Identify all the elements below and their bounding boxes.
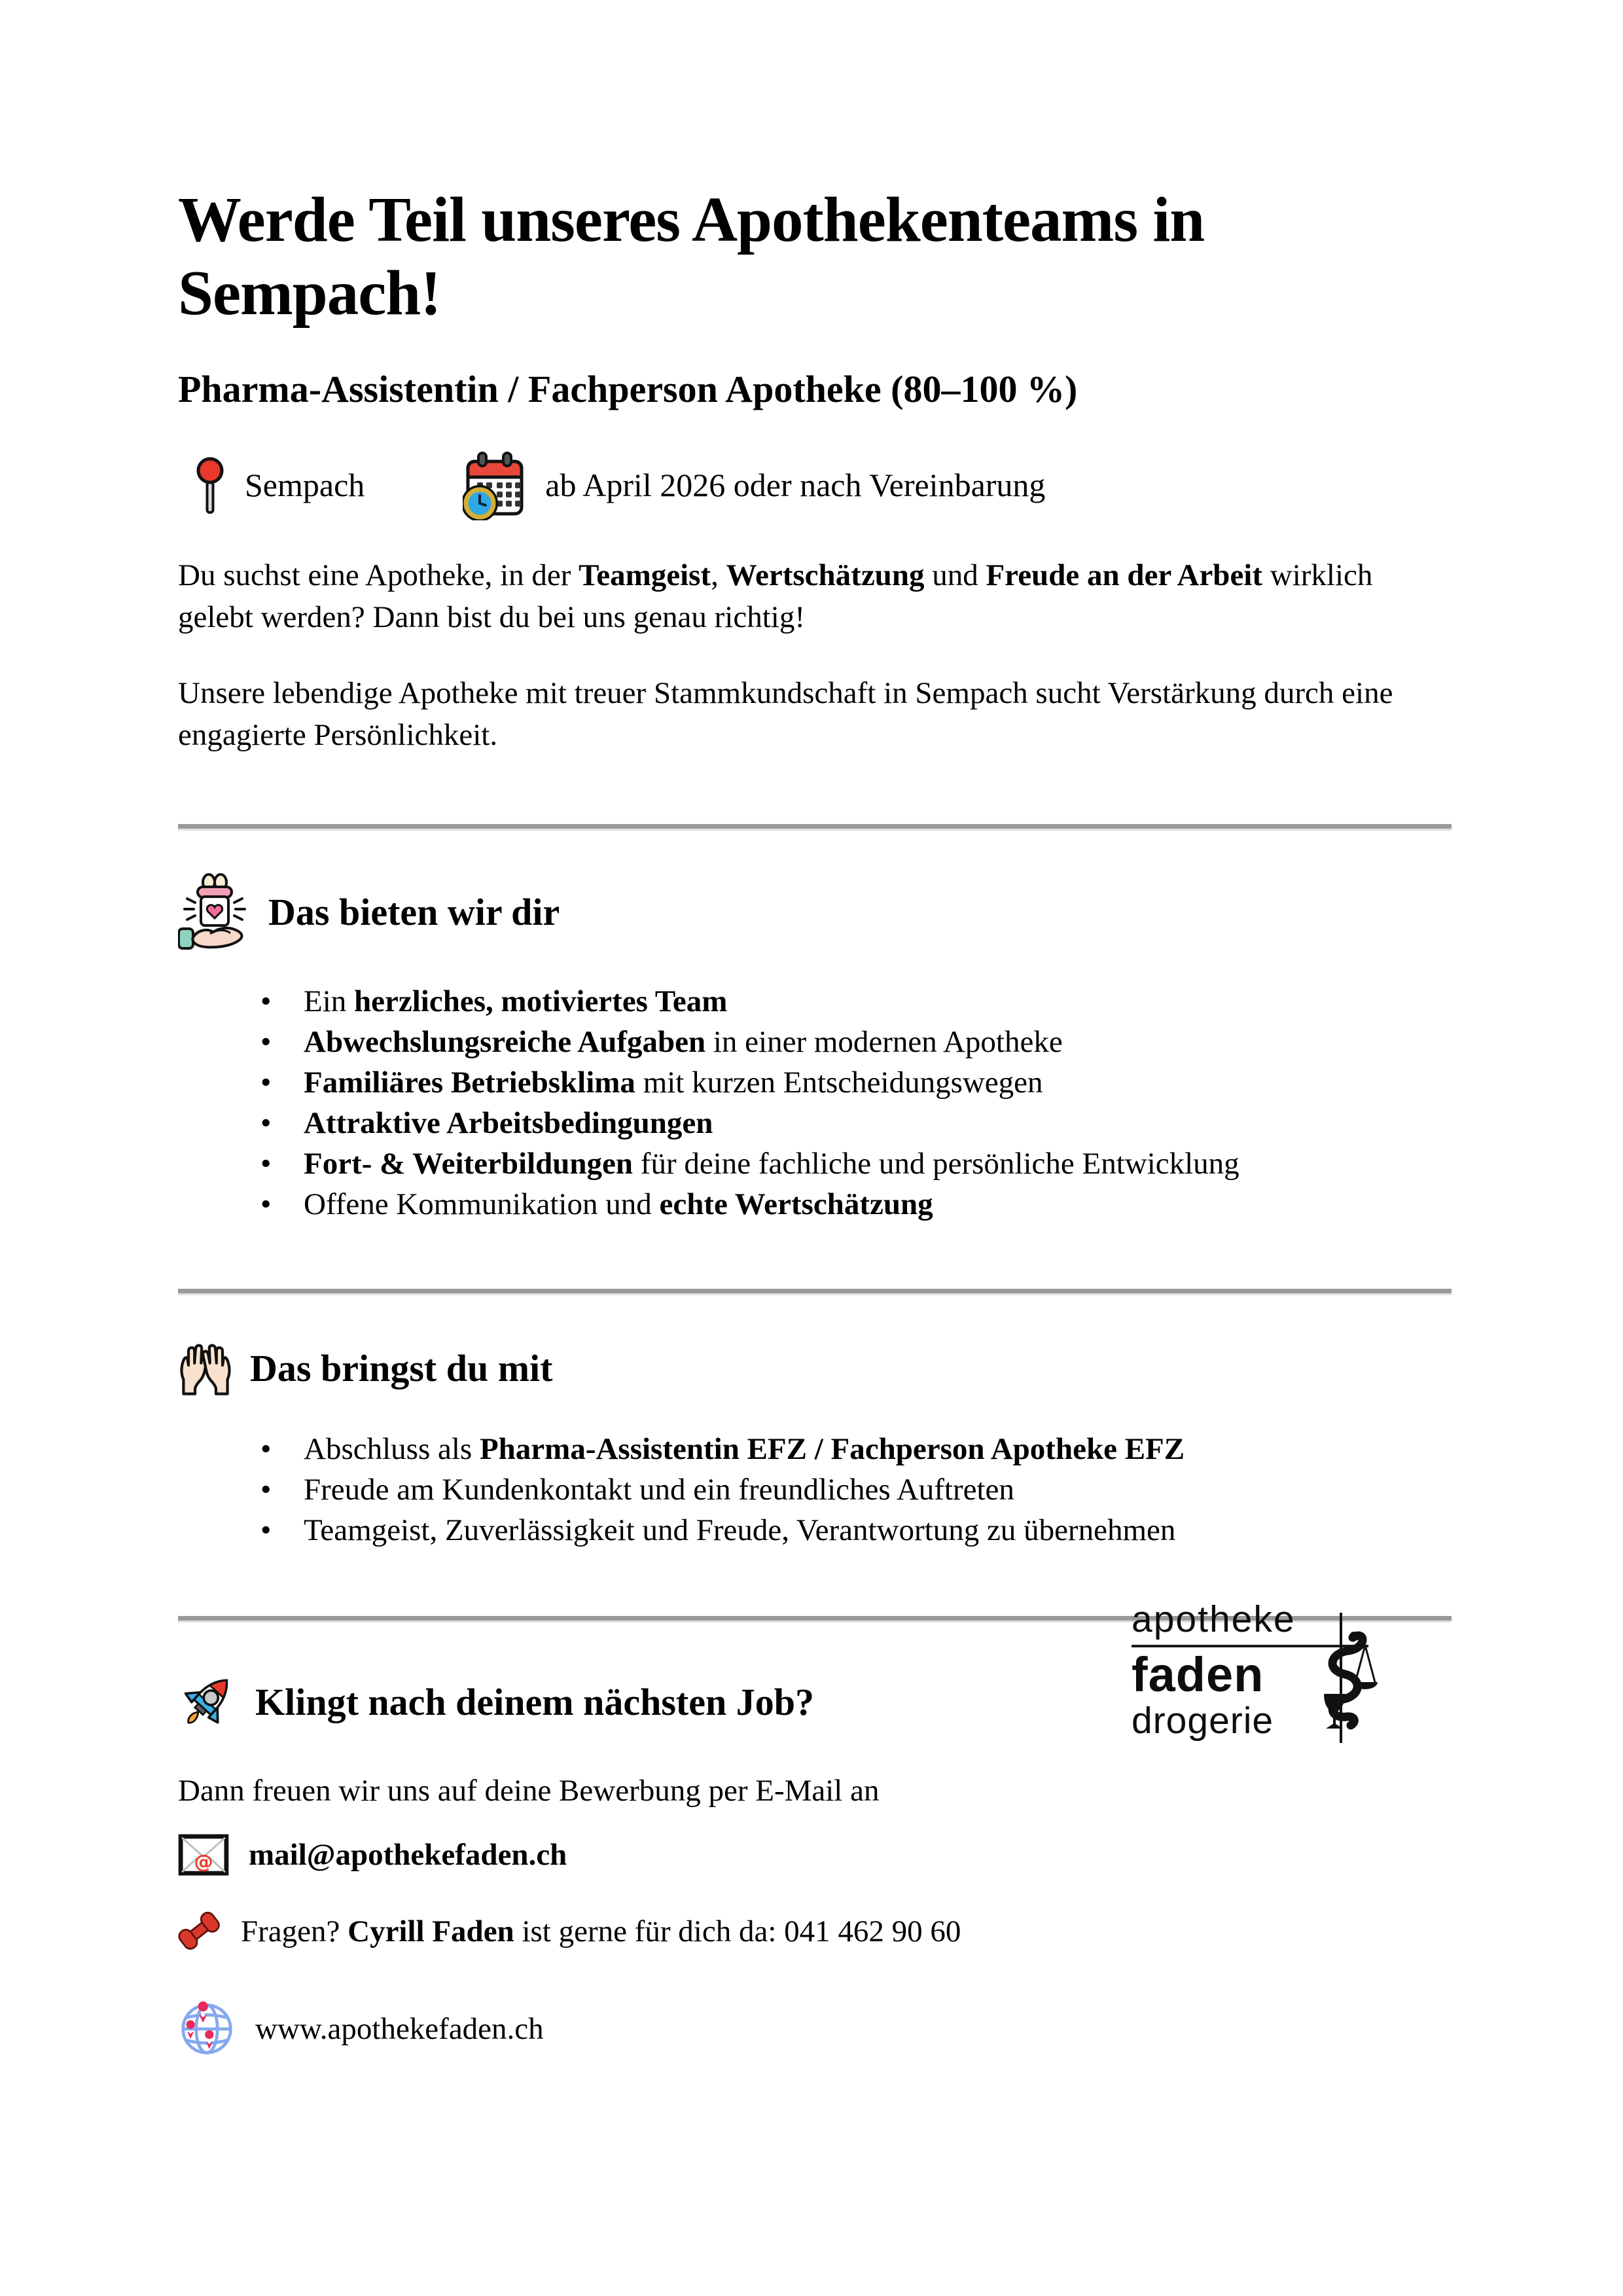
location-pin-icon: [195, 454, 225, 516]
logo-text-drogerie: drogerie: [1132, 1700, 1274, 1742]
apply-lead-text: Dann freuen wir uns auf deine Bewerbung per E-Mail an: [178, 1773, 880, 1808]
list-item: [257, 1184, 1452, 1225]
company-logo: [1132, 1599, 1419, 1740]
envelope-at-icon: [178, 1834, 229, 1876]
section-divider: [178, 1289, 1452, 1295]
section-divider: [178, 824, 1452, 831]
email-link[interactable]: mail@apothekefaden.ch: [249, 1837, 567, 1872]
page-title: Werde Teil unseres Apothekenteams in Sempach!: [178, 185, 1205, 328]
list-item: [257, 1429, 1452, 1469]
email-row: [178, 1834, 1452, 1876]
list-item-text: Abwechslungsreiche Aufgaben in einer modernen Apotheke: [304, 1024, 1063, 1059]
gift-in-hand-icon: [178, 872, 251, 952]
list-item-text: Freude am Kundenkontakt und ein freundliches Auftreten: [304, 1472, 1014, 1507]
meta-row: [178, 450, 1452, 520]
globe-pins-icon: [178, 2000, 236, 2058]
phone-receiver-icon: [178, 1910, 221, 1953]
aesculapius-snake-scale-icon: [1320, 1609, 1399, 1749]
offer-list: [257, 981, 1452, 1225]
list-item: [257, 1510, 1452, 1551]
section-bring-header: [178, 1341, 1452, 1396]
list-item: [257, 1469, 1452, 1510]
list-item-text: Fort- & Weiterbildungen für deine fachliche und persönliche Entwicklung: [304, 1146, 1240, 1181]
intro-paragraph-1: Du suchst eine Apotheke, in der Teamgeist, Wertschätzung und Freude an der Arbeit wirklich gelebt werden? Dann bist du bei uns genau richtig!: [178, 558, 1373, 634]
list-item-text: Teamgeist, Zuverlässigkeit und Freude, Verantwortung zu übernehmen: [304, 1513, 1176, 1547]
section-heading-offer: Das bieten wir dir: [268, 890, 560, 933]
list-item: [257, 1143, 1452, 1184]
list-item: [257, 1022, 1452, 1062]
calendar-clock-icon: [463, 450, 526, 520]
list-item-text: Ein herzliches, motiviertes Team: [304, 984, 728, 1018]
section-offer-header: [178, 872, 1452, 952]
list-item: [257, 981, 1452, 1022]
location-text: Sempach: [245, 466, 365, 503]
logo-text-faden: faden: [1132, 1647, 1264, 1702]
website-link[interactable]: www.apothekefaden.ch: [255, 2011, 544, 2046]
list-item-text: Familiäres Betriebsklima mit kurzen Entscheidungswegen: [304, 1065, 1043, 1100]
website-row: [178, 2000, 1452, 2058]
main-column: [178, 0, 1452, 2058]
phone-row: [178, 1910, 1452, 1953]
rocket-icon: [178, 1670, 238, 1736]
section-heading-bring: Das bringst du mit: [250, 1346, 553, 1390]
list-item-text: Attraktive Arbeitsbedingungen: [304, 1105, 713, 1140]
list-item-text: Abschluss als Pharma-Assistentin EFZ / Fachperson Apotheke EFZ: [304, 1431, 1185, 1466]
intro-paragraph-2: Unsere lebendige Apotheke mit treuer Stammkundschaft in Sempach sucht Verstärkung durch eine engagierte Persönlichkeit.: [178, 675, 1393, 752]
phone-text: Fragen? Cyrill Faden ist gerne für dich da: 041 462 90 60: [241, 1914, 961, 1948]
raised-hands-icon: [178, 1341, 233, 1396]
section-heading-apply: Klingt nach deinem nächsten Job?: [255, 1681, 814, 1724]
bring-list: [257, 1429, 1452, 1551]
svg-text:@: @: [194, 1850, 213, 1873]
list-item: [257, 1103, 1452, 1143]
list-item: [257, 1062, 1452, 1103]
job-title: Pharma-Assistentin / Fachperson Apotheke (80–100 %): [178, 368, 1078, 411]
start-date-text: ab April 2026 oder nach Vereinbarung: [545, 466, 1046, 503]
list-item-text: Offene Kommunikation und echte Wertschätzung: [304, 1187, 933, 1221]
logo-text-apotheke: apotheke: [1132, 1598, 1296, 1640]
